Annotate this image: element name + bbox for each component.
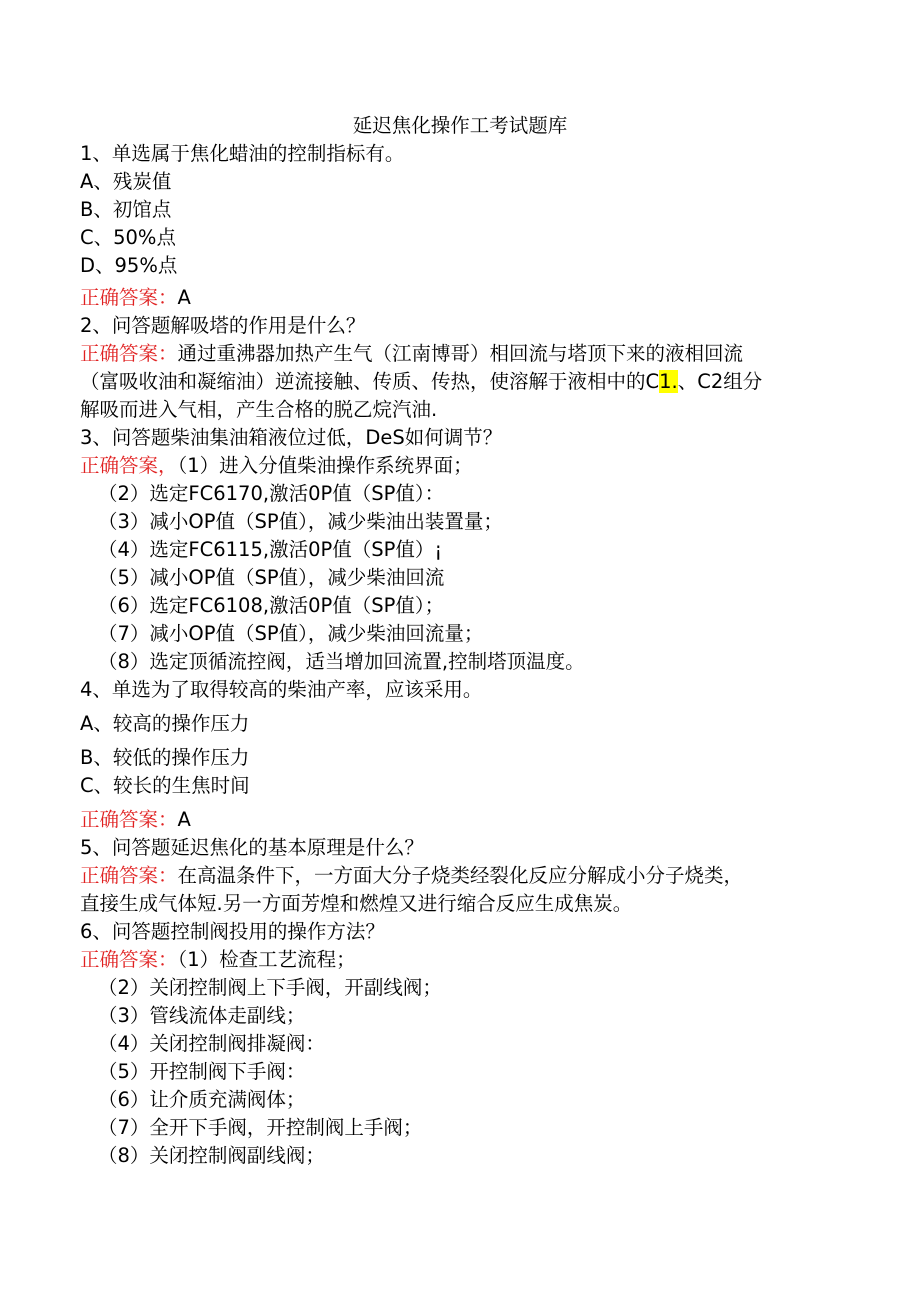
question-4: 4、单选为了取得较高的柴油产率，应该采用。 xyxy=(80,678,483,701)
q6-step-5: （5）开控制阀下手阀： xyxy=(98,1060,306,1083)
q3-step-4: （4）选定FC6115,激活0P值（SP值）¡ xyxy=(98,538,443,561)
q6-step-4: （4）关闭控制阀排凝阀： xyxy=(98,1032,325,1055)
answer-value: A xyxy=(177,808,191,831)
q3-step-6: （6）选定FC6108,激活0P值（SP值）； xyxy=(98,594,445,617)
q1-answer xyxy=(80,284,191,312)
answer-label: 正确答案： xyxy=(80,342,178,365)
answer-text: 、C2组分 xyxy=(677,370,763,393)
q3-step-8: （8）选定顶循流控阀，适当增加回流置,控制塔顶温度。 xyxy=(98,650,585,673)
q3-step-5: （5）减小OP值（SP值），减少柴油回流 xyxy=(98,566,445,589)
q3-step-2: （2）选定FC6170,激活0P值（SP值）： xyxy=(98,482,445,505)
q1-option-d: D、95%点 xyxy=(80,254,178,277)
answer-text: （1）进入分值柴油操作系统界面； xyxy=(177,454,473,477)
q5-answer-line-2: 直接生成气体短.另一方面芳煌和燃煌又进行缩合反应生成焦炭。 xyxy=(80,892,633,915)
answer-text: 通过重沸器加热产生气（江南博哥）相回流与塔顶下来的液相回流 xyxy=(177,342,744,365)
answer-label: 正确答案， xyxy=(80,454,178,477)
question-3: 3、问答题柴油集油箱液位过低，DeS如何调节？ xyxy=(80,426,503,449)
question-2: 2、问答题解吸塔的作用是什么？ xyxy=(80,314,366,337)
q6-step-2: （2）关闭控制阀上下手阀，开副线阀； xyxy=(98,976,442,999)
answer-value: A xyxy=(177,286,191,309)
highlighted-text: 1. xyxy=(659,370,678,393)
question-1: 1、单选属于焦化蜡油的控制指标有。 xyxy=(80,142,405,165)
q2-answer xyxy=(80,340,743,368)
q2-answer-line-2 xyxy=(80,368,762,396)
answer-text: （1）检查工艺流程； xyxy=(177,948,356,971)
q4-option-b: B、较低的操作压力 xyxy=(80,746,250,769)
answer-label: 正确答案： xyxy=(80,864,178,887)
q6-step-7: （7）全开下手阀，开控制阀上手阀； xyxy=(98,1116,423,1139)
answer-label: 正确答案： xyxy=(80,948,178,971)
answer-label: 正确答案： xyxy=(80,286,178,309)
q5-answer xyxy=(80,862,743,890)
q4-option-c: C、较长的生焦时间 xyxy=(80,774,250,797)
q6-step-3: （3）管线流体走副线； xyxy=(98,1004,306,1027)
q6-step-8: （8）关闭控制阀副线阀； xyxy=(98,1144,325,1167)
q3-answer xyxy=(80,452,473,480)
q2-answer-line-3: 解吸而进入气相，产生合格的脱乙烷汽油. xyxy=(80,398,438,421)
q4-option-a: A、较高的操作压力 xyxy=(80,712,250,735)
answer-text: 在高温条件下，一方面大分子烧类经裂化反应分解成小分子烧类， xyxy=(177,864,744,887)
question-5: 5、问答题延迟焦化的基本原理是什么？ xyxy=(80,836,424,859)
q4-answer xyxy=(80,806,191,834)
q1-option-c: C、50%点 xyxy=(80,226,176,249)
answer-label: 正确答案： xyxy=(80,808,178,831)
q1-option-a: A、残炭值 xyxy=(80,170,172,193)
q3-step-3: （3）减小OP值（SP值），减少柴油出装置量； xyxy=(98,510,503,533)
q3-step-7: （7）减小OP值（SP值），减少柴油回流量； xyxy=(98,622,484,645)
q6-answer xyxy=(80,946,356,974)
q6-step-6: （6）让介质充满阀体； xyxy=(98,1088,306,1111)
question-6: 6、问答题控制阀投用的操作方法？ xyxy=(80,920,385,943)
answer-text: （富吸收油和凝缩油）逆流接触、传质、传热，使溶解于液相中的C xyxy=(80,370,660,393)
document-title: 延迟焦化操作工考试题库 xyxy=(352,114,568,137)
q1-option-b: B、初馆点 xyxy=(80,198,172,221)
